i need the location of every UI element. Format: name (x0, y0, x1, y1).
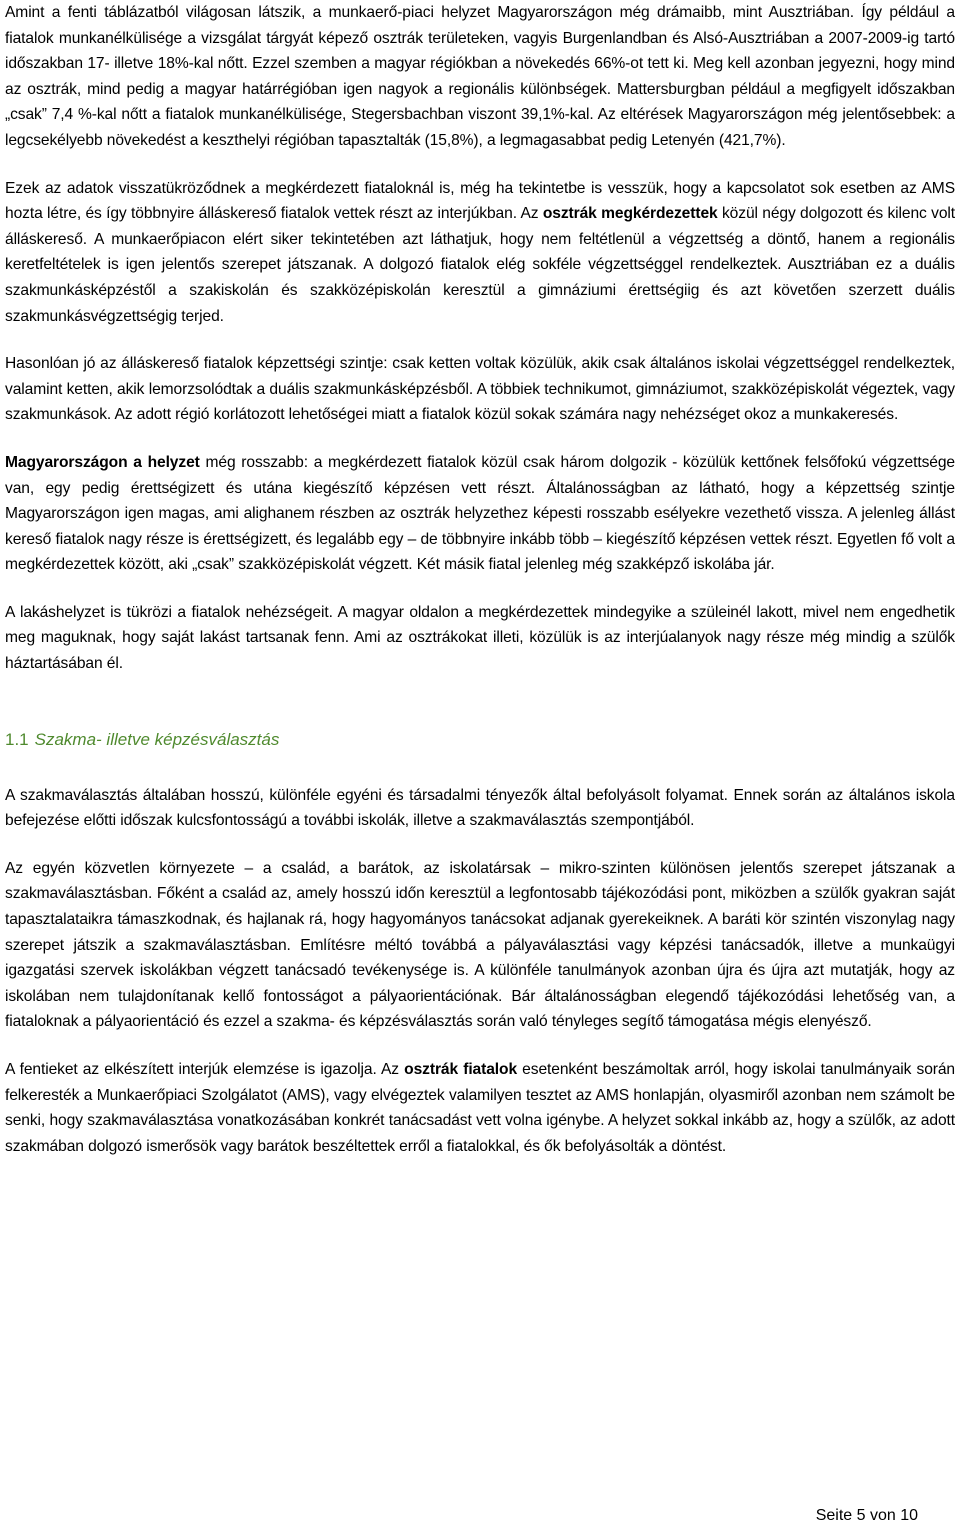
section-title: Szakma- illetve képzésválasztás (34, 729, 280, 749)
paragraph (5, 1057, 955, 1159)
paragraph (5, 783, 955, 834)
page-number-label: Seite 5 von 10 (815, 1507, 918, 1524)
paragraph (5, 450, 955, 578)
text-run: A szakmaválasztás általában hosszú, különféle egyéni és társadalmi tényezők által befolyásolt folyamat. Ennek során az általános iskola befejezése előtti időszak kulcsfontosságú a további iskolák, illetve a szakmaválasztás szempontjából. (5, 786, 955, 830)
paragraph (5, 0, 955, 154)
section-number: 1.1 (5, 729, 29, 749)
text-run: esetenként beszámoltak arról, hogy iskolai tanulmányaik során felkeresték a Munkaerőpiaci Szolgálatot (AMS), vagy elvégeztek valamilyen tesztet az AMS honlapján, olyasmiről azonban nem számolt be senki, hogy szakmaválasztása vonatkozásában konkrét tanácsadást vett volna igénybe. A helyzet sokkal inkább az, hogy a szülők, az adott szakmában dolgozó ismerősök vagy barátok beszéltettek erről a fiatalokkal, és ők befolyásolták a döntést. (5, 1061, 956, 1155)
text-run: A fentieket az elkészített interjúk elemzése is igazolja. Az (5, 1061, 405, 1078)
text-run: A lakáshelyzet is tükrözi a fiatalok nehézségeit. A magyar oldalon a megkérdezettek mindegyike a szüleinél lakott, mivel nem engedhetik meg maguknak, hogy saját lakást tartsanak fenn. Ami az osztrákokat illeti, közülük is az interjúalanyok nagy része még mindig a szülők háztartásában él. (5, 603, 955, 673)
text-run: még rosszabb: a megkérdezett fiatalok közül csak három dolgozik - közülük kettőnek felsőfokú végzettsége van, egy pedig érettségizett és utána kiegészítő képzésen vett részt. Általánosságban az látható, hogy a képzettség szintje Magyarországon igen magas, ami alighanem részben az osztrák helyzethez képesti rosszabb esélyekre vezethető vissza. A jelenleg állást kereső fiatalok nagy része is érettségizett, és legalább egy – de többnyire inkább több – kiegészítő képzésen vettek részt. Egyetlen fő volt a megkérdezettek között, aki „csak” szakközépiskolát végzett. Két másik fiatal jelenleg még szakképző iskolába jár. (5, 453, 955, 574)
paragraph (5, 600, 955, 677)
section-paragraphs (5, 783, 955, 1160)
bold-text: Magyarországon a helyzet (5, 453, 200, 471)
text-run: Hasonlóan jó az álláskereső fiatalok képzettségi szintje: csak ketten voltak közülük, akik csak általános iskolai végzettséggel rendelkeztek, valamint ketten, akik lemorzsolódtak a duális szakmunkásképzésből. A többiek technikumot, gimnáziumot, szakközépiskolát végeztek, vagy szakmunkások. Az adott régió korlátozott lehetőségei miatt a fiatalok közül sokak számára nagy nehézséget okoz a munkakeresés. (5, 355, 955, 424)
paragraph (5, 351, 955, 428)
section-heading (5, 727, 955, 753)
text-run: Az egyén közvetlen környezete – a család, a barátok, az iskolatársak – mikro-szinten különösen jelentős szerepet játszanak a szakmaválasztásban. Főként a család az, amely hosszú időn keresztül a legfontosabb tájékozódási pont, miközben a szülők gyakran saját tapasztalataikra támaszkodnak, és hajlanak rá, hogy hagyományos tanácsokat adjanak gyerekeiknek. A baráti kör szintén viszonylag nagy szerepet játszik a szakmaválasztásban. Említésre méltó továbbá a pályaválasztási vagy képzési tanácsadók, illetve a munkaügyi igazgatási szervek iskolákban végzett tanácsadó tevékenysége is. A különféle tanulmányok azonban újra és újra azt mutatják, hogy az iskolában nem tulajdonítanak kellő fontosságot a pályaorientációnak. Bár általánosságban elegendő tájékozódási lehetőség van, a fiataloknak a pályaorientáció és ezzel a szakma- és képzésválasztás során való tényleges segítő támogatása mégis elenyésző. (5, 859, 955, 1031)
document-page (5, 0, 955, 1181)
paragraph (5, 856, 955, 1035)
bold-text: osztrák fiatalok (404, 1061, 518, 1078)
text-run: Amint a fenti táblázatból világosan látszik, a munkaerő-piaci helyzet Magyarországon még drámaibb, mint Ausztriában. Így például a fiatalok munkanélkülisége a vizsgálat tárgyát képező osztrák területeken, vagyis Burgenlandban és Alsó-Ausztriában a 2007-2009-ig tartó időszakban 17- illetve 18%-kal nőtt. Ezzel szemben a magyar régiókban a növekedés 66%-ot tett ki. Meg kell azonban jegyezni, hogy mind az osztrák, mind pedig a magyar határrégióban igen nagyok a regionális különbségek. Mattersburgban például a megfigyelt időszakban „csak” 7,4 %-kal nőtt a fiatalok munkanélkülisége, Stegersbachban viszont 39,1%-kal. Az eltérések Magyarországon még jelentősebbek: a legcsekélyebb növekedést a keszthelyi régióban tapasztalták (15,8%), a legmagasabbat pedig Letenyén (421,7%). (5, 4, 955, 149)
paragraph (5, 176, 955, 330)
page-footer (816, 1505, 918, 1527)
paragraphs-before-section (5, 0, 955, 677)
bold-text: osztrák megkérdezettek (542, 205, 718, 223)
text-run: Ezek az adatok visszatükröződnek a megkérdezett fiataloknál is, még ha tekintetbe is vesszük, hogy a kapcsolatot sok esetben az AMS hozta létre, és így többnyire álláskereső fiatalok vettek részt az interjúkban. Az (5, 179, 955, 223)
text-run: közül négy dolgozott és kilenc volt álláskereső. A munkaerőpiacon elért siker tekintetében azt láthatjuk, hogy nem feltétlenül a végzettség a döntő, hanem a regionális keretfeltételek is igen jelentős szerepet játszanak. A dolgozó fiatalok elég sokféle végzettséggel rendelkeztek. Ausztriában ez a duális szakmunkásképzéstől a szakiskolán és szakközépiskolán keresztül a gimnáziumi érettségiig és azt követően szerzett duális szakmunkásvégzettségig terjed. (5, 205, 955, 325)
